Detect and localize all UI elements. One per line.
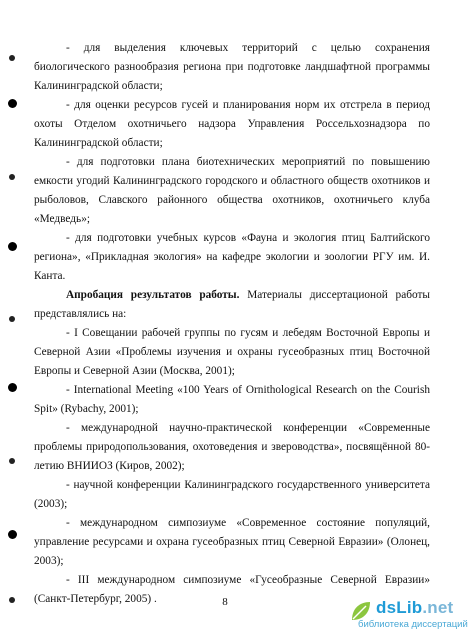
punch-hole-mark [9,316,15,322]
conference-item: - III международном симпозиуме «Гусеобразные Северной Евразии» (Санкт-Петербург, 2005) . [34,574,430,605]
punch-hole-mark [9,55,15,61]
watermark-subtitle: библиотека диссертаций [358,619,468,630]
punch-hole-mark [8,242,17,251]
usage-item: - для выделения ключевых территорий с целью сохранения биологического разнообразия региона при подготовке ландшафтной программы Калининградской области; [34,42,430,92]
watermark-logo [348,598,468,632]
approbation-text: Материалы диссертационой работы представлялись на: [34,289,430,320]
punch-hole-mark [9,458,15,464]
punch-hole-mark [9,174,15,180]
body-text [34,39,430,609]
conference-item: - I Совещании рабочей группы по гусям и лебедям Восточной Европы и Северной Азии «Проблемы изучения и охраны гусеобразных птиц Восточной Европы и Северной Азии (Москва, 2001); [34,327,430,377]
usage-item: - для подготовки учебных курсов «Фауна и экология птиц Балтийского региона», «Прикладная экология» на кафедре экологии и зоологии РГУ им. И. Канта. [34,232,430,282]
usage-item: - для подготовки плана биотехнических мероприятий по повышению емкости угодий Калининградского городского и областного обществ охотников и рыболовов, Славского районного общества охотников, охотничьего клуба «Медведь»; [34,156,430,225]
punch-hole-mark [8,530,17,539]
punch-hole-mark [8,383,17,392]
watermark-brand: dsLib.net [376,598,454,617]
approbation-heading: Апробация результатов работы. [66,289,240,301]
conference-item: - международном симпозиуме «Современное состояние популяций, управление ресурсами и охрана гусеобразных птиц Северной Евразии» (Олонец, 2003); [34,517,430,567]
page-number: 8 [222,596,228,608]
conference-item: - International Meeting «100 Years of Ornithological Research on the Courish Spit» (Rybachy, 2001); [34,384,430,415]
punch-hole-mark [8,99,17,108]
conference-item: - международной научно-практической конференции «Современные проблемы природопользования, охотоведения и звероводства», посвящённой 80-летию ВНИИОЗ (Киров, 2002); [34,422,430,472]
usage-item: - для оценки ресурсов гусей и планирования норм их отстрела в период охоты Отделом охотничьего надзора Управления Россельхознадзора по Калининградской области; [34,99,430,149]
approbation-paragraph [34,286,430,324]
conference-item: - научной конференции Калининградского государственного университета (2003); [34,479,430,510]
